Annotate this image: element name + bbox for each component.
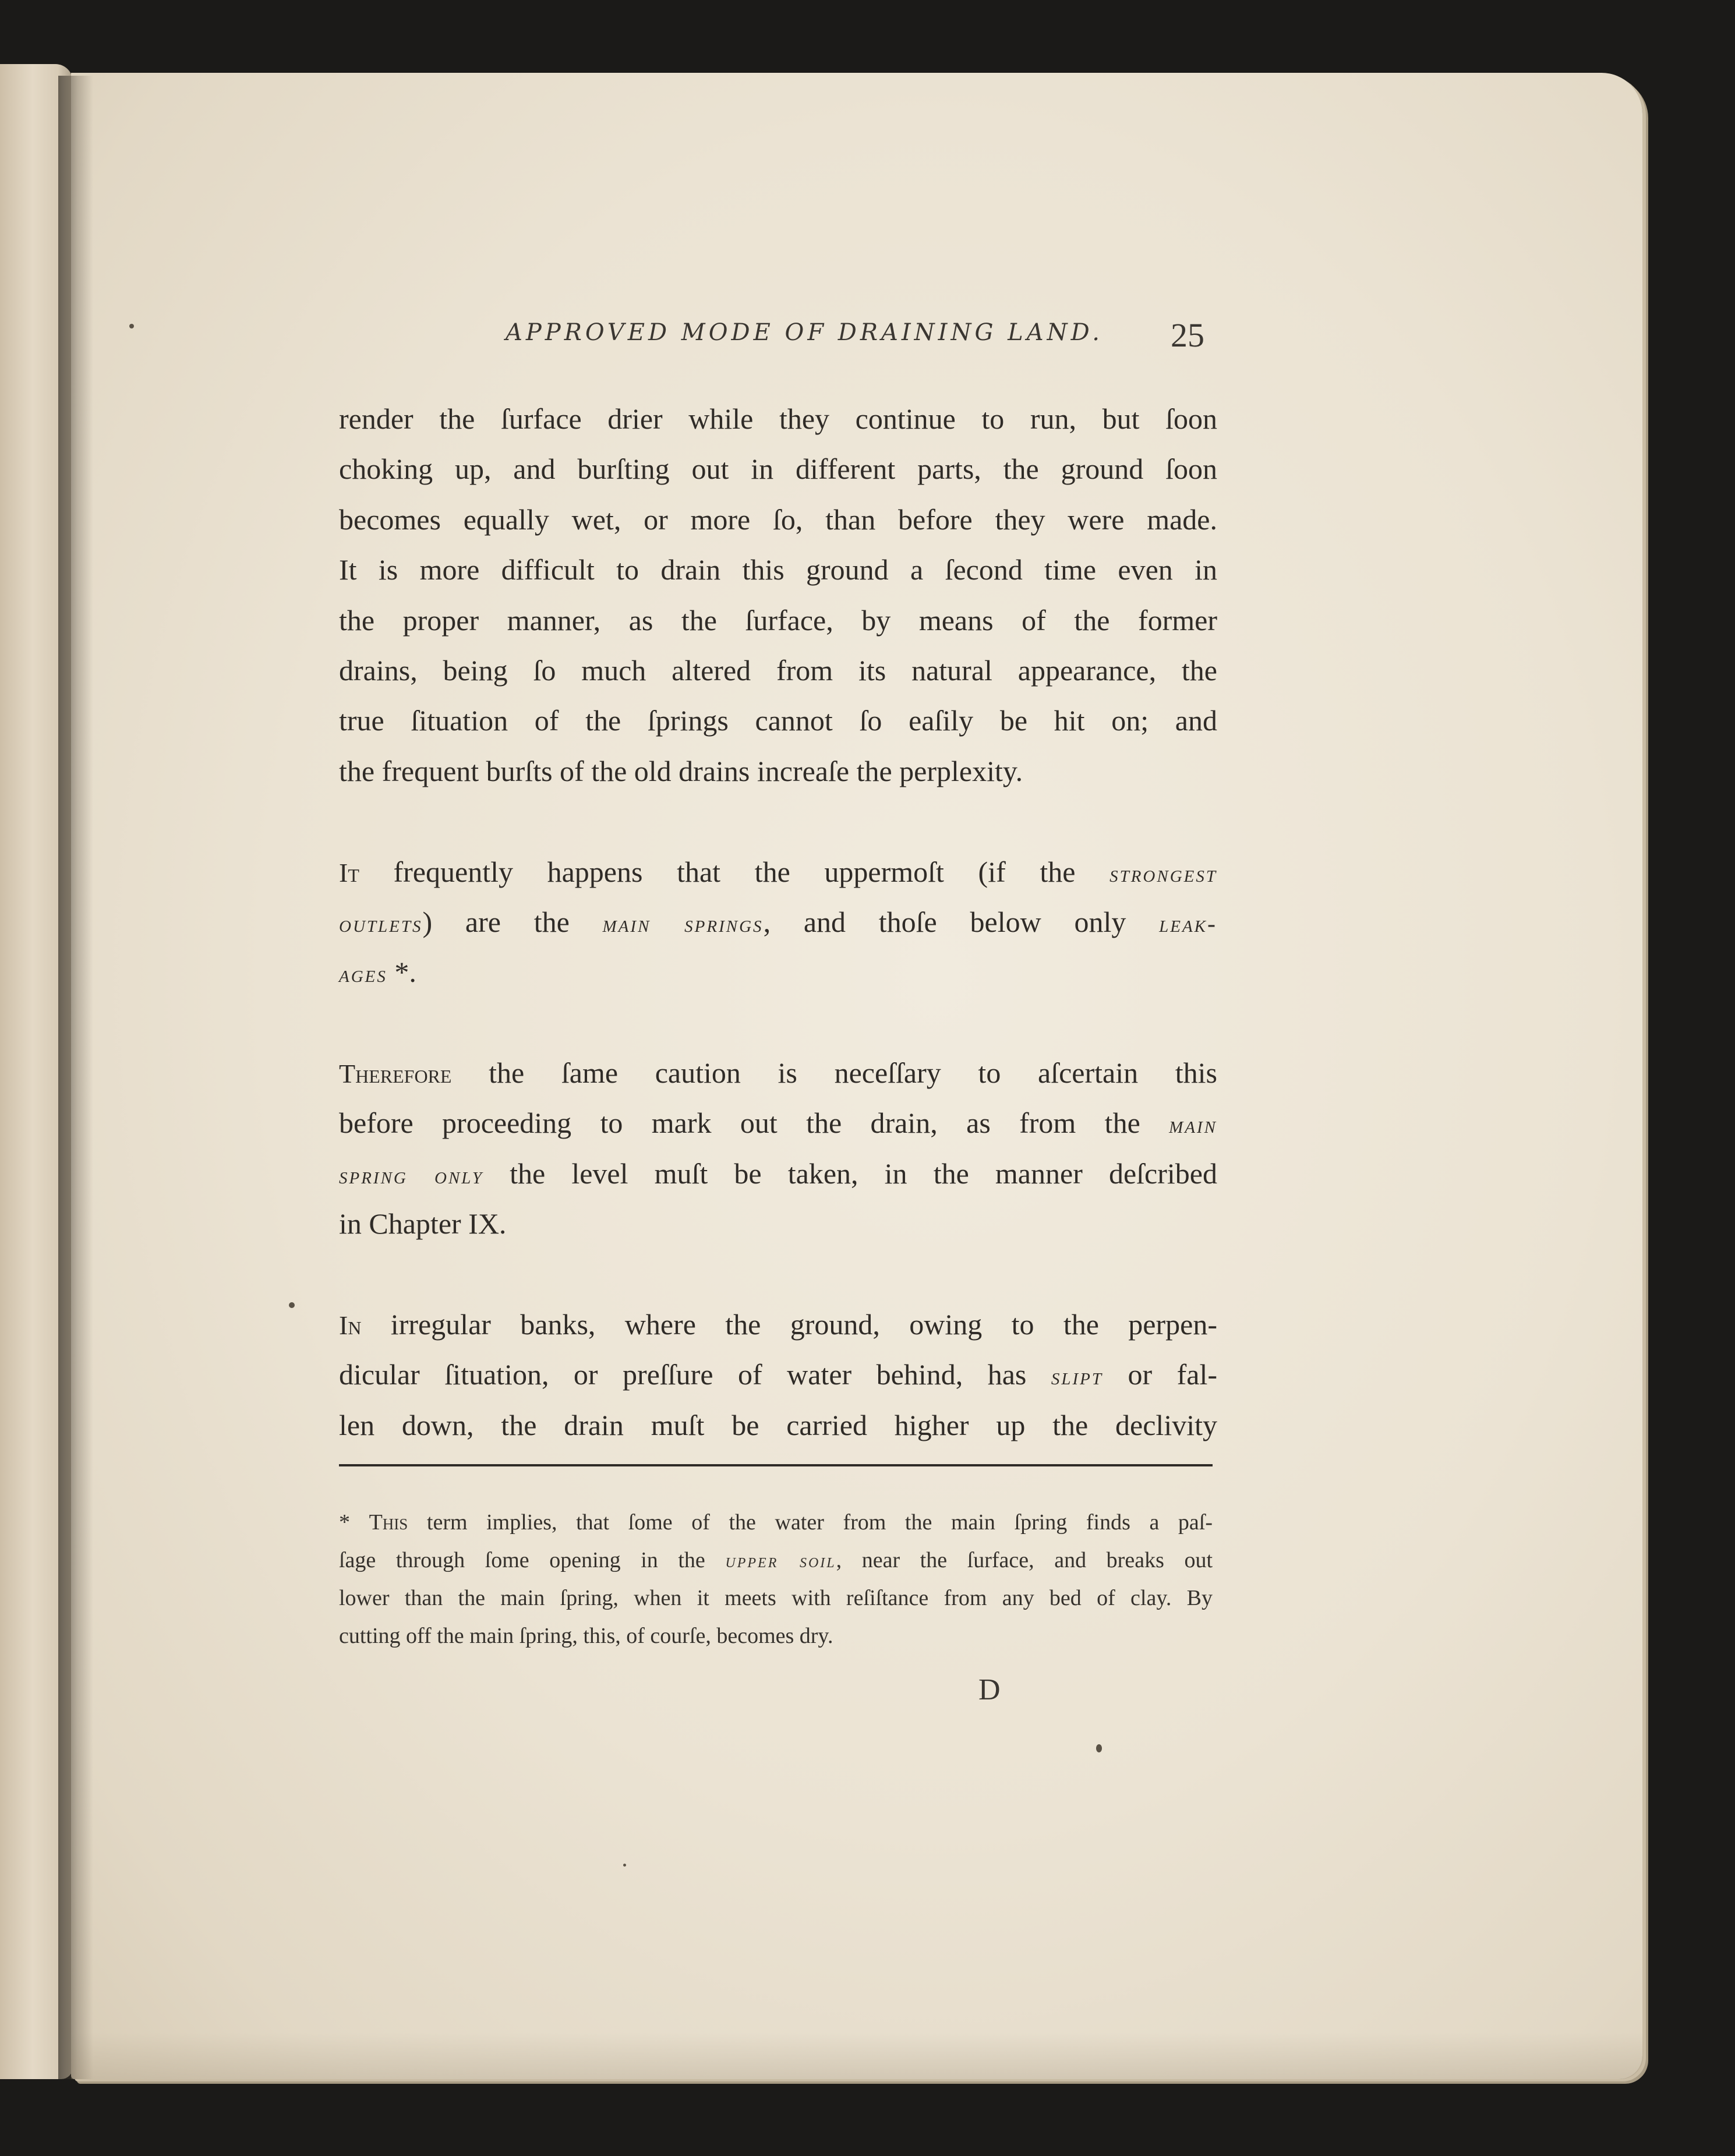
p3-line-1	[339, 1048, 1217, 1098]
p1-line-4: It is more difficult to drain this ground a ſecond time even in	[339, 553, 1217, 586]
p2-lead: It	[339, 857, 359, 888]
p1-line-7: true ſituation of the ſprings cannot ſo eaſily be hit on; and	[339, 704, 1217, 737]
signature-mark: D	[978, 1673, 1001, 1706]
p1-line-3: becomes equally wet, or more ſo, than before they were made.	[339, 503, 1217, 536]
p2-emph-ages: ages	[339, 961, 387, 988]
footnote-rule	[339, 1464, 1213, 1466]
p4-line-2-text-1: dicular ſituation, or preſſure of water behind, has	[339, 1358, 1051, 1391]
speck	[289, 1302, 295, 1308]
fn-line-3: lower than the main ſpring, when it meets with reſiſtance from any bed of clay. By	[339, 1586, 1213, 1610]
p4-line-1	[339, 1299, 1217, 1349]
p2-line-3	[339, 947, 1217, 997]
p3-line-1-text: the ſame caution is neceſſary to aſcertain this	[451, 1056, 1217, 1090]
p3-line-3-text: the level muſt be taken, in the manner deſcribed	[483, 1157, 1217, 1190]
p3-emph-main: main	[1169, 1112, 1217, 1139]
fn-emph-upper-soil: upper soil	[725, 1550, 836, 1572]
fn-line-2	[339, 1542, 1213, 1579]
p2-line-2-text-1: ) are the	[422, 905, 603, 938]
p2-line-1-text: frequently happens that the uppermoſt (if the	[359, 855, 1110, 888]
speck	[129, 324, 134, 328]
p3-line-2	[339, 1098, 1217, 1148]
p1-line-1: render the ſurface drier while they continue to run, but ſoon	[339, 402, 1217, 435]
p4-lead: In	[339, 1310, 362, 1341]
p4-line-2	[339, 1349, 1217, 1399]
p2-emph-main-springs: main springs	[602, 910, 764, 938]
gutter-shadow	[58, 76, 93, 2079]
p3-line-4: in Chapter IX.	[339, 1207, 507, 1240]
speck	[623, 1864, 626, 1867]
p2-line-2	[339, 897, 1217, 947]
p4-line-1-text: irregular banks, where the ground, owing to the perpen-	[361, 1308, 1217, 1341]
p1-line-2: choking up, and burſting out in different parts, the ground ſoon	[339, 453, 1217, 486]
page-number: 25	[1171, 316, 1204, 354]
p3-emph-spring-only: spring only	[339, 1162, 483, 1189]
p1-line-6: drains, being ſo much altered from its natural appearance, the	[339, 653, 1217, 687]
fn-line-2-text-2: , near the ſurface, and breaks out	[836, 1548, 1213, 1572]
fn-marker: *	[339, 1510, 369, 1535]
p4-emph-slipt: slipt	[1051, 1363, 1103, 1391]
p2-line-2-text-2: , and thoſe below only	[763, 905, 1160, 938]
running-head: APPROVED MODE OF DRAINING LAND.	[506, 319, 1103, 346]
p1-line-5: the proper manner, as the ſurface, by means of the former	[339, 603, 1217, 637]
p1-line-8: the frequent burſts of the old drains increaſe the perplexity.	[339, 754, 1023, 787]
fn-line-1-text: term implies, that ſome of the water from the main ſpring finds a paſ-	[408, 1510, 1213, 1535]
p2-emph-outlets: outlets	[339, 910, 423, 938]
p2-line-3-text: *.	[387, 956, 416, 989]
fn-line-4: cutting off the main ſpring, this, of courſe, becomes dry.	[339, 1624, 833, 1648]
p4-line-2-text-2: or fal-	[1103, 1358, 1217, 1391]
p3-line-2-text: before proceeding to mark out the drain, as from the	[339, 1107, 1169, 1140]
speck	[1096, 1744, 1102, 1752]
footnote	[339, 1504, 1213, 1655]
p3-lead: Therefore	[339, 1059, 452, 1089]
p2-line-1	[339, 847, 1217, 897]
p3-line-3	[339, 1148, 1217, 1199]
p4-line-3: len down, the drain muſt be carried higher up the declivity	[339, 1408, 1217, 1441]
fn-line-1	[339, 1504, 1213, 1542]
page-bottom-edge	[71, 2033, 1644, 2079]
fn-lead: This	[369, 1510, 408, 1535]
body-text	[339, 394, 1217, 1450]
p2-emph-strongest: strongest	[1109, 860, 1217, 888]
p2-emph-leak: leak-	[1159, 910, 1217, 938]
fn-line-2-text-1: ſage through ſome opening in the	[339, 1548, 726, 1572]
